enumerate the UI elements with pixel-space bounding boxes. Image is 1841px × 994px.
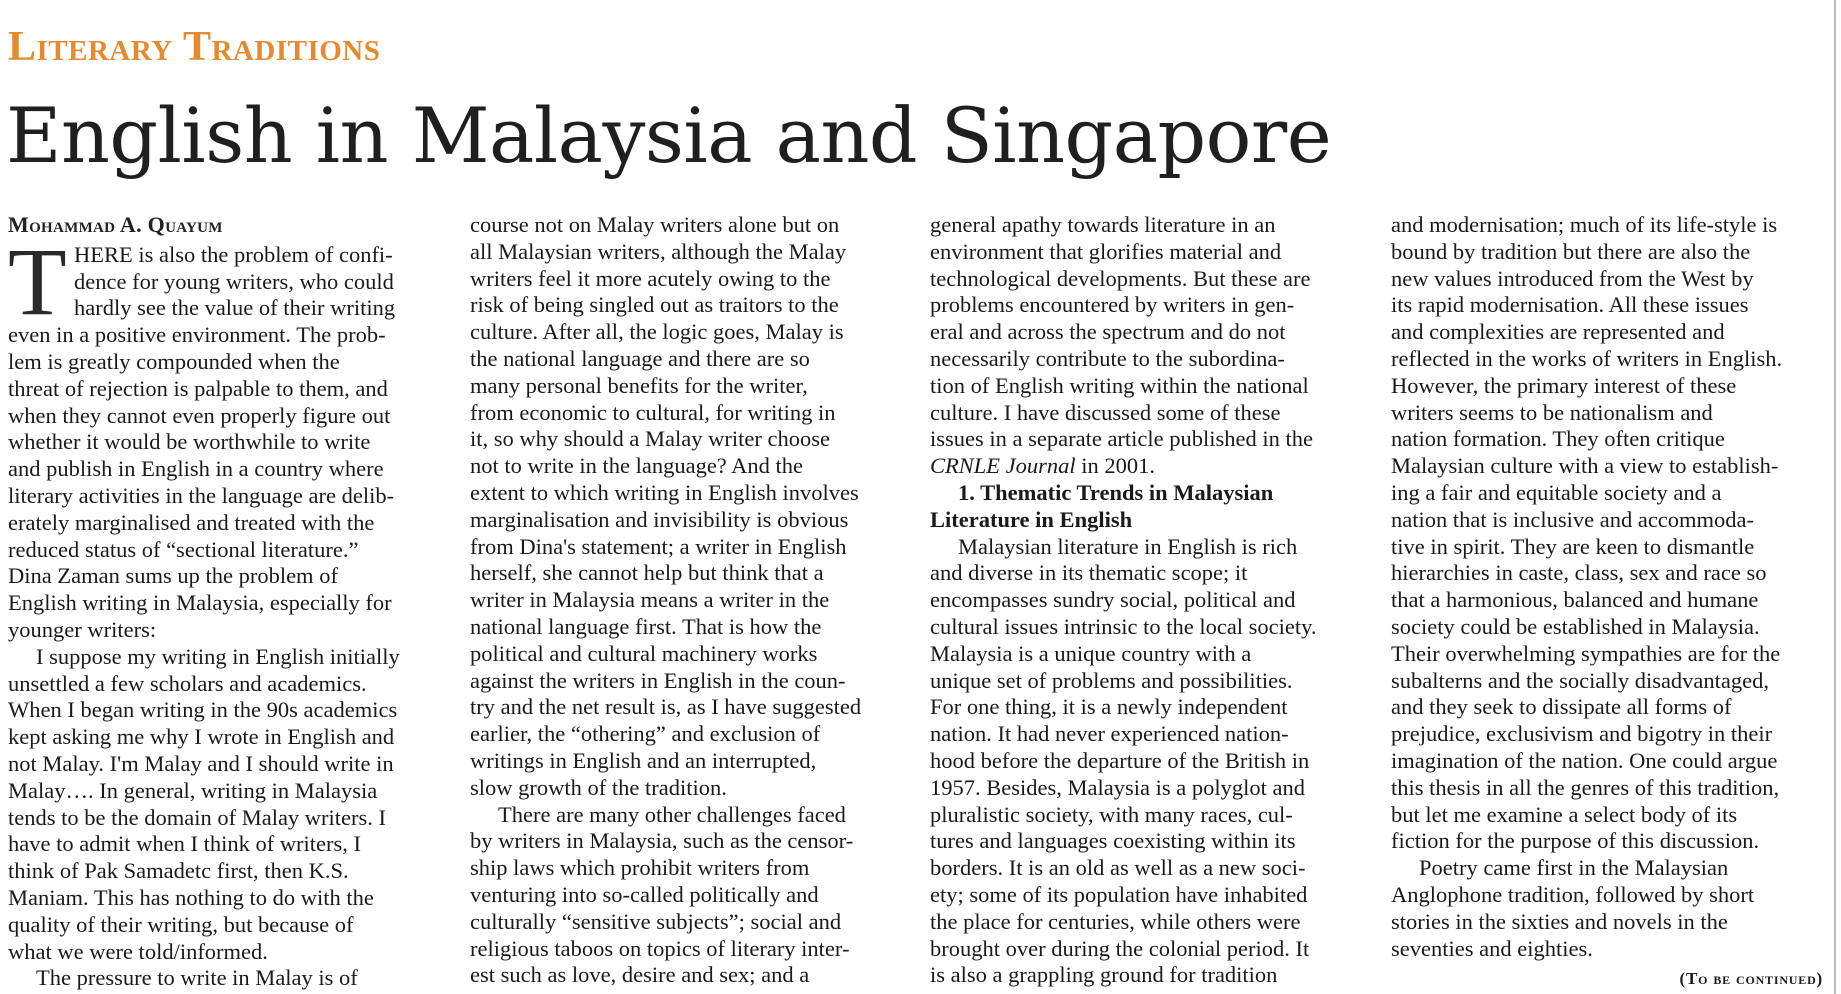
text-line: society could be established in Malaysia. — [1391, 613, 1760, 639]
text-line: culture. After all, the logic goes, Malay is — [470, 319, 844, 345]
text-line: Malay…. In general, writing in Malaysia — [8, 777, 378, 803]
text-line: political and cultural machinery works — [470, 640, 818, 666]
text-line: seventies and eighties. — [1391, 935, 1593, 961]
text-line: ing a fair and equitable society and a — [1391, 479, 1722, 505]
text-line: national language first. That is how the — [470, 613, 822, 639]
text-line: eral and across the spectrum and do not — [930, 319, 1286, 345]
text-line: borders. It is an old as well as a new soci- — [930, 855, 1306, 881]
text-line: reduced status of “sectional literature.” — [8, 536, 359, 562]
text-line: HERE is also the problem of confi- — [74, 241, 393, 267]
text-line: and they seek to dissipate all forms of — [1391, 694, 1732, 720]
journal-year: in 2001. — [1075, 453, 1156, 479]
text-line: hood before the departure of the British in — [930, 747, 1310, 773]
text-line: necessarily contribute to the subordina- — [930, 345, 1285, 371]
text-line: brought over during the colonial period. It — [930, 935, 1310, 961]
text-line: I suppose my writing in English initially — [36, 643, 400, 669]
text-line: culture. I have discussed some of these — [930, 399, 1281, 425]
text-line: think of Pak Samadetc first, then K.S. — [8, 858, 349, 884]
text-line: When I began writing in the 90s academics — [8, 697, 398, 723]
text-line: many personal benefits for the writer, — [470, 372, 808, 398]
text-line: technological developments. But these are — [930, 265, 1311, 291]
text-line: The pressure to write in Malay is of — [36, 965, 358, 991]
text-line: stories in the sixties and novels in the — [1391, 908, 1728, 934]
text-line: herself, she cannot help but think that a — [470, 560, 824, 586]
text-line: course not on Malay writers alone but on — [470, 212, 840, 237]
text-line: tion of English writing within the national — [930, 372, 1309, 398]
text-line: even in a positive environment. The prob- — [8, 322, 386, 348]
text-line: There are many other challenges faced — [498, 801, 846, 827]
section-kicker: Literary Traditions — [8, 24, 381, 70]
text-line: subalterns and the socially disadvantaged, — [1391, 667, 1770, 693]
text-line: dence for young writers, who could — [74, 268, 394, 294]
column-3 — [930, 212, 1368, 989]
to-be-continued: (To be continued) — [1679, 969, 1823, 989]
text-line: unique set of problems and possibilities. — [930, 667, 1293, 693]
text-line: tends to be the domain of Malay writers. I — [8, 804, 387, 830]
text-line: from Dina's statement; a writer in English — [470, 533, 847, 559]
text-line: not Malay. I'm Malay and I should write in — [8, 750, 394, 776]
text-line: writers seems to be nationalism and — [1391, 399, 1713, 425]
text-line: hardly see the value of their writing — [74, 295, 396, 321]
text-line: unsettled a few scholars and academics. — [8, 670, 367, 696]
text-line: and diverse in its thematic scope; it — [930, 560, 1248, 586]
text-line: erately marginalised and treated with the — [8, 509, 375, 535]
text-line: Malaysia is a unique country with a — [930, 640, 1252, 666]
section-subhead: 1. Thematic Trends in Malaysian — [958, 479, 1274, 505]
text-line: Their overwhelming sympathies are for the — [1391, 640, 1781, 666]
text-line: Poetry came first in the Malaysian — [1419, 855, 1729, 881]
text-line: literary activities in the language are delib- — [8, 482, 395, 508]
text-line: from economic to cultural, for writing in — [470, 399, 836, 425]
text-line: risk of being singled out as traitors to the — [470, 292, 839, 318]
text-line: encompasses sundry social, political and — [930, 587, 1296, 613]
text-line: imagination of the nation. One could argue — [1391, 747, 1778, 773]
text-line: this thesis in all the genres of this tradition, — [1391, 774, 1780, 800]
text-line: nation that is inclusive and accommoda- — [1391, 506, 1755, 532]
text-line: reflected in the works of writers in English. — [1391, 345, 1783, 371]
text-line: nation. It had never experienced nation- — [930, 721, 1289, 747]
text-line: culturally “sensitive subjects”; social and — [470, 908, 842, 934]
text-line: problems encountered by writers in gen- — [930, 292, 1295, 318]
text-line: it, so why should a Malay writer choose — [470, 426, 830, 452]
text-line: tures and languages coexisting within its — [930, 828, 1296, 854]
text-line: extent to which writing in English involves — [470, 479, 859, 505]
text-line: new values introduced from the West by — [1391, 265, 1754, 291]
text-line: not to write in the language? And the — [470, 453, 804, 479]
text-line: kept asking me why I wrote in English and — [8, 724, 395, 750]
text-line: English writing in Malaysia, especially for — [8, 590, 392, 616]
text-line: threat of rejection is palpable to them, and — [8, 375, 388, 401]
text-line: is also a grappling ground for tradition — [930, 962, 1278, 988]
column-4 — [1391, 212, 1827, 993]
text-line: Malaysian culture with a view to establish- — [1391, 453, 1779, 479]
page-edge-rule — [1834, 0, 1836, 994]
byline: Mohammad A. Quayum — [8, 212, 223, 237]
text-line: general apathy towards literature in an — [930, 212, 1276, 237]
text-line: writer in Malaysia means a writer in the — [470, 587, 830, 613]
text-line: what we were told/informed. — [8, 938, 268, 964]
journal-name: CRNLE Journal — [930, 453, 1076, 479]
column-1 — [8, 212, 448, 992]
text-line: younger writers: — [8, 616, 157, 642]
text-line: ety; some of its population have inhabited — [930, 881, 1308, 907]
text-line: environment that glorifies material and — [930, 238, 1282, 264]
text-line: For one thing, it is a newly independent — [930, 694, 1288, 720]
text-line: have to admit when I think of writers, I — [8, 831, 362, 857]
text-line: marginalisation and invisibility is obvious — [470, 506, 849, 532]
text-line: try and the net result is, as I have suggested — [470, 694, 862, 720]
text-line: hierarchies in caste, class, sex and race so — [1391, 560, 1767, 586]
text-line: and modernisation; much of its life-style is — [1391, 212, 1778, 237]
text-line: writers feel it more acutely owing to the — [470, 265, 831, 291]
text-line: Maniam. This has nothing to do with the — [8, 884, 374, 910]
text-line: Malaysian literature in English is rich — [958, 533, 1298, 559]
article-headline: English in Malaysia and Singapore — [6, 91, 1332, 180]
text-line: and publish in English in a country where — [8, 456, 384, 482]
text-line: the national language and there are so — [470, 345, 810, 371]
text-line: slow growth of the tradition. — [470, 774, 727, 800]
text-line: lem is greatly compounded when the — [8, 348, 340, 374]
text-line: 1957. Besides, Malaysia is a polyglot and — [930, 774, 1305, 800]
journal-citation — [930, 453, 1368, 480]
text-line: bound by tradition but there are also the — [1391, 238, 1751, 264]
text-line: tive in spirit. They are keen to dismantle — [1391, 533, 1755, 559]
text-line: all Malaysian writers, although the Malay — [470, 238, 847, 264]
text-line: when they cannot even properly figure out — [8, 402, 391, 428]
text-line: the place for centuries, while others were — [930, 908, 1301, 934]
text-line: est such as love, desire and sex; and a — [470, 962, 810, 988]
text-line: religious taboos on topics of literary inter- — [470, 935, 850, 961]
text-line: but let me examine a select body of its — [1391, 801, 1738, 827]
text-line: pluralistic society, with many races, cul- — [930, 801, 1293, 827]
text-line: against the writers in English in the coun- — [470, 667, 846, 693]
text-line: and complexities are represented and — [1391, 319, 1725, 345]
text-line: its rapid modernisation. All these issues — [1391, 292, 1749, 318]
text-line: writings in English and an interrupted, — [470, 747, 817, 773]
text-line: Anglophone tradition, followed by short — [1391, 881, 1755, 907]
text-line: whether it would be worthwhile to write — [8, 429, 371, 455]
text-line: ship laws which prohibit writers from — [470, 855, 810, 881]
text-line: issues in a separate article published in the — [930, 426, 1314, 452]
text-line: venturing into so-called politically and — [470, 881, 819, 907]
text-line: Dina Zaman sums up the problem of — [8, 563, 338, 589]
text-line: prejudice, exclusivism and bigotry in their — [1391, 721, 1773, 747]
column-2 — [470, 212, 908, 989]
text-line: that a harmonious, balanced and humane — [1391, 587, 1759, 613]
text-line: nation formation. They often critique — [1391, 426, 1725, 452]
text-line: quality of their writing, but because of — [8, 911, 354, 937]
text-line: by writers in Malaysia, such as the censor- — [470, 828, 854, 854]
drop-cap: T — [8, 228, 67, 335]
section-subhead-cont: Literature in English — [930, 506, 1133, 532]
text-line: earlier, the “othering” and exclusion of — [470, 721, 821, 747]
text-line: However, the primary interest of these — [1391, 372, 1737, 398]
text-line: cultural issues intrinsic to the local society. — [930, 613, 1317, 639]
text-line: fiction for the purpose of this discussion. — [1391, 828, 1760, 854]
